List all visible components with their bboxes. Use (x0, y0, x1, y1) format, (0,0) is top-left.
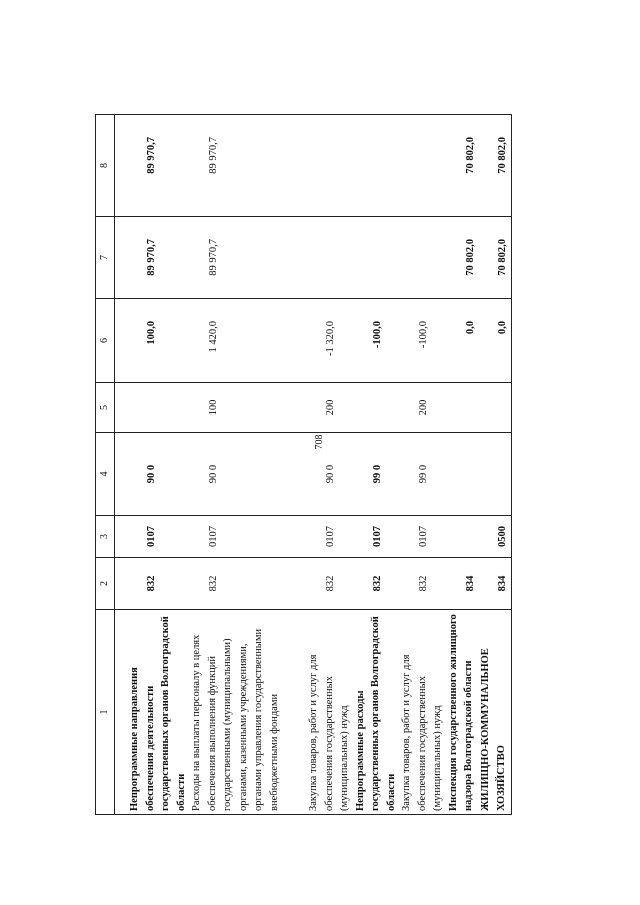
row-name: Инспекция государственного жилищного надзора Волгоградской области (446, 610, 479, 815)
column-header: 7 (96, 217, 115, 299)
cell-expense-type (353, 383, 400, 433)
row-name: Непрограммные направления обеспечения деятельности государственных органов Волгоградской области (115, 610, 190, 815)
row-name: Закупка товаров, работ и услуг для обеспечения государственных (муниципальных) нужд (399, 610, 446, 815)
column-header: 3 (96, 516, 115, 558)
table-row (399, 115, 446, 815)
cell-amount: 89 970,7 (189, 217, 282, 299)
column-header: 5 (96, 383, 115, 433)
table-row (446, 115, 479, 815)
cell-ministry: 832 (306, 558, 353, 610)
cell-expense-type: 200 (399, 383, 446, 433)
page-number: 708 (314, 434, 325, 450)
column-header: 8 (96, 115, 115, 217)
budget-table (95, 114, 512, 815)
table-header-row (96, 115, 115, 815)
cell-section: 0107 (115, 516, 190, 558)
cell-amount: 89 970,7 (115, 217, 190, 299)
table-row (353, 115, 400, 815)
column-header: 4 (96, 433, 115, 516)
row-name: Непрограммные расходы государственных органов Волгоградской области (353, 610, 400, 815)
cell-ministry: 832 (399, 558, 446, 610)
cell-target: 99 0 (353, 433, 400, 516)
table-row (306, 115, 353, 815)
table-row (189, 115, 282, 815)
table-spacer-row (282, 115, 306, 815)
cell-amount: 70 802,0 (478, 217, 511, 299)
cell-expense-type: 100 (189, 383, 282, 433)
cell-total (399, 115, 446, 217)
row-name: Расходы на выплаты персоналу в целях обеспечения выполнения функций государственными (муниципальными) органами, казенными учреждениями, органами управления государственными внебюджетными фондами (189, 610, 282, 815)
cell-ministry: 832 (189, 558, 282, 610)
cell-ministry: 832 (353, 558, 400, 610)
cell-expense-type: 200 (306, 383, 353, 433)
rotated-table-container (95, 115, 550, 815)
cell-section: 0107 (399, 516, 446, 558)
cell-change: 0,0 (478, 299, 511, 383)
cell-total (306, 115, 353, 217)
row-name: ЖИЛИЩНО-КОММУНАЛЬНОЕ ХОЗЯЙСТВО (478, 610, 511, 815)
cell-target: 90 0 (189, 433, 282, 516)
row-name: Закупка товаров, работ и услуг для обеспечения государственных (муниципальных) нужд (306, 610, 353, 815)
column-header: 1 (96, 610, 115, 815)
cell-change: 100,0 (115, 299, 190, 383)
cell-target: 90 0 (115, 433, 190, 516)
cell-section (446, 516, 479, 558)
cell-section: 0107 (306, 516, 353, 558)
cell-total (353, 115, 400, 217)
cell-expense-type (446, 383, 479, 433)
cell-total: 89 970,7 (189, 115, 282, 217)
cell-amount: 70 802,0 (446, 217, 479, 299)
column-header: 6 (96, 299, 115, 383)
cell-section: 0107 (353, 516, 400, 558)
cell-amount (306, 217, 353, 299)
cell-change: -100,0 (353, 299, 400, 383)
cell-change: -100,0 (399, 299, 446, 383)
cell-total: 89 970,7 (115, 115, 190, 217)
column-header: 2 (96, 558, 115, 610)
cell-amount (353, 217, 400, 299)
cell-expense-type (478, 383, 511, 433)
cell-section: 0107 (189, 516, 282, 558)
cell-section: 0500 (478, 516, 511, 558)
cell-ministry: 834 (478, 558, 511, 610)
cell-change: -1 320,0 (306, 299, 353, 383)
cell-target (478, 433, 511, 516)
cell-expense-type (115, 383, 190, 433)
cell-target: 90 0 (306, 433, 353, 516)
cell-target: 99 0 (399, 433, 446, 516)
table-row (115, 115, 190, 815)
cell-total: 70 802,0 (478, 115, 511, 217)
cell-total: 70 802,0 (446, 115, 479, 217)
table-row (478, 115, 511, 815)
cell-target (446, 433, 479, 516)
cell-change: 0,0 (446, 299, 479, 383)
cell-ministry: 834 (446, 558, 479, 610)
cell-change: 1 420,0 (189, 299, 282, 383)
cell-ministry: 832 (115, 558, 190, 610)
cell-amount (399, 217, 446, 299)
